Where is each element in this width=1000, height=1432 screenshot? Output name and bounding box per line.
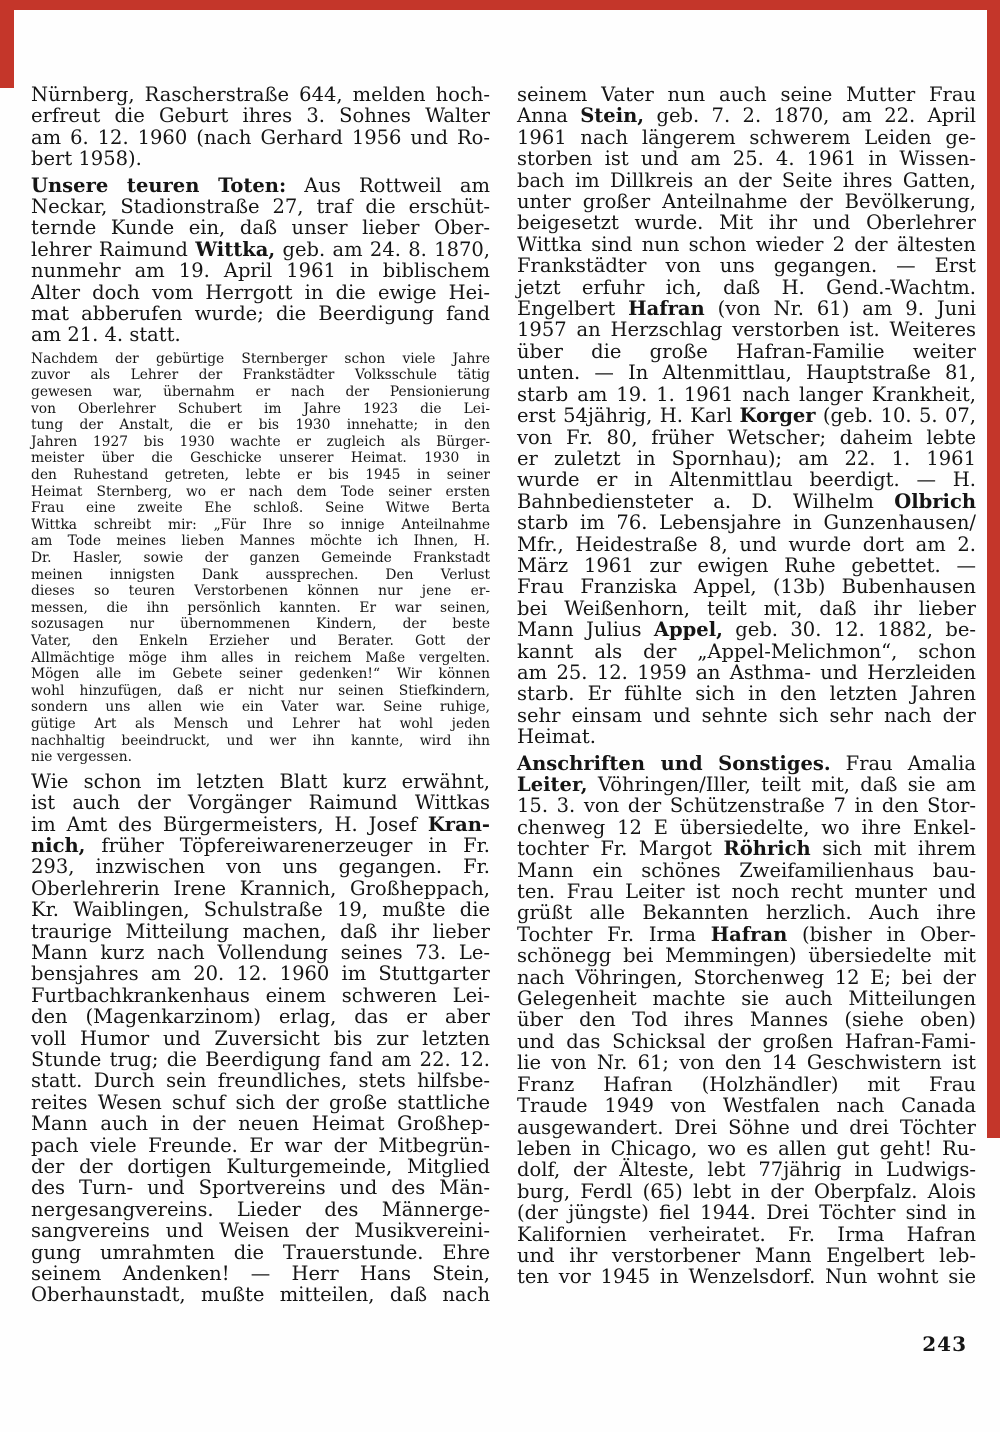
text-line: Frankstädter von uns gegangen. — Erst: [517, 254, 976, 278]
text-line: Wittka sind nun schon wieder 2 der ältesten: [517, 232, 976, 256]
paragraph: [517, 753, 976, 1288]
text-line: jetzt erfuhr ich, daß H. Gend.-Wachtm.: [517, 275, 976, 299]
text-line: am 21. 4. statt.: [31, 323, 181, 347]
text-line: Mann ein schönes Zweifamilienhaus bau-: [517, 858, 976, 882]
text-line: Nürnberg, Rascherstraße 644, melden hoch-: [31, 83, 490, 106]
text-line: Bahnbediensteter a. D. Wilhelm Olbrich: [517, 489, 976, 513]
text-line: dolf, der Älteste, lebt 77jährig in Ludwigs-: [517, 1158, 976, 1182]
text-line: Anna Stein, geb. 7. 2. 1870, am 22. April: [517, 104, 976, 128]
text-line: des Turn- und Sportvereins und des Män-: [31, 1176, 490, 1200]
text-line: gung umrahmten die Trauerstunde. Ehre: [31, 1240, 490, 1264]
text-line: Gelegenheit machte sie auch Mitteilungen: [517, 987, 976, 1011]
text-line: Nachdem der gebürtige Sternberger schon viele Jahre: [31, 350, 490, 367]
text-line: bach im Dillkreis an der Seite ihres Gatten,: [517, 168, 976, 192]
text-line: Mann kurz nach Vollendung seines 73. Le-: [31, 940, 490, 964]
text-line: Neckar, Stadionstraße 27, traf die erschüt-: [31, 195, 490, 219]
right-column: [517, 84, 976, 1288]
text-line: ten vor 1945 in Wenzelsdorf. Nun wohnt sie: [517, 1265, 976, 1289]
text-line: Mögen alle im Gebete seiner gedenken!“ Wir können: [31, 666, 490, 683]
text-line: Mann Julius Appel, geb. 30. 12. 1882, be-: [517, 618, 977, 642]
text-line: und ihr verstorbener Mann Engelbert leb-: [517, 1243, 976, 1267]
text-line: Alter doch vom Herrgott in die ewige Hei-: [31, 280, 490, 304]
text-line: ternde Kunde ein, daß unser lieber Ober-: [31, 216, 490, 240]
text-line: Dr. Hasler, sowie der ganzen Gemeinde Frankstadt: [31, 550, 490, 566]
text-line: burg, Ferdl (65) lebt in der Oberpfalz. Alois: [517, 1179, 976, 1203]
text-line: Heimat.: [517, 725, 596, 749]
text-line: Frau Franziska Appel, (13b) Bubenhausen: [517, 575, 976, 599]
text-line: sehr einsam und sehnte sich sehr nach der: [517, 703, 976, 727]
text-line: nach Vöhringen, Storchenweg 12 E; bei der: [517, 965, 976, 989]
text-line: am 6. 12. 1960 (nach Gerhard 1956 und Ro-: [31, 125, 490, 149]
text-line: Franz Hafran (Holzhändler) mit Frau: [517, 1072, 976, 1096]
text-line: unten. — In Altenmittlau, Hauptstraße 81,: [517, 361, 976, 385]
left-column: [31, 84, 490, 1306]
text-line: chenweg 12 E übersiedelte, wo ihre Enkel-: [517, 815, 976, 839]
text-line: Wittka schreibt mir: „Für Ihre so innige Anteilnahme: [31, 516, 490, 533]
paragraph: [517, 84, 976, 748]
text-line: nergesangvereins. Lieder des Männerge-: [31, 1197, 490, 1221]
text-line: lie von Nr. 61; von den 14 Geschwistern ist: [517, 1051, 976, 1075]
text-columns: [31, 84, 976, 1306]
text-line: (der jüngste) fiel 1944. Drei Töchter sind in: [517, 1201, 976, 1225]
text-line: im Amt des Bürgermeisters, H. Josef Kran-: [31, 812, 490, 836]
text-line: den (Magenkarzinom) erlag, das er aber: [31, 1005, 490, 1029]
paragraph: [31, 175, 490, 346]
text-line: voll Humor und Zuversicht bis zur letzten: [31, 1026, 490, 1050]
text-line: messen, die ihn persönlich kannten. Er war seinen,: [31, 599, 490, 616]
text-line: traurige Mitteilung machen, daß ihr lieber: [31, 919, 490, 943]
text-line: und das Schicksal der großen Hafran-Fami-: [517, 1029, 976, 1053]
text-line: 293, inzwischen von uns gegangen. Fr.: [31, 855, 490, 879]
text-line: er zuletzt in Spornhau); am 22. 1. 1961: [517, 446, 976, 470]
text-line: starb. Er fühlte sich in den letzten Jahren: [517, 682, 976, 706]
text-line: Engelbert Hafran (von Nr. 61) am 9. Juni: [517, 297, 976, 321]
text-line: wohl hinzufügen, daß er nicht nur seinen Stiefkindern,: [31, 682, 490, 699]
text-line: von Fr. 80, früher Wetscher; daheim lebte: [517, 425, 976, 449]
red-page-edge-right: [987, 0, 1000, 1138]
text-line: Frau eine zweite Ehe schloß. Seine Witwe Berta: [31, 500, 490, 517]
text-line: lehrer Raimund Wittka, geb. am 24. 8. 1870,: [31, 237, 490, 261]
text-line: ausgewandert. Drei Söhne und drei Töchter: [517, 1115, 976, 1139]
text-line: Allmächtige möge ihm alles in reichem Maße vergelten.: [31, 649, 490, 666]
text-line: den Ruhestand getreten, lebte er bis 1945 in seiner: [31, 467, 490, 484]
text-line: tung der Anstalt, die er bis 1930 innehatte; in den: [31, 417, 490, 434]
text-line: ist auch der Vorgänger Raimund Wittkas: [31, 791, 490, 815]
text-line: bert 1958).: [31, 147, 142, 171]
text-line: kannt als der „Appel-Melichmon“, schon: [517, 639, 976, 663]
text-line: über den Tod ihres Mannes (siehe oben): [517, 1008, 976, 1032]
text-line: nich, früher Töpfereiwarenerzeuger in Fr.: [31, 833, 490, 857]
text-line: statt. Durch sein freundliches, stets hilfsbe-: [31, 1069, 490, 1093]
text-line: Oberlehrerin Irene Krannich, Großheppach,: [31, 876, 490, 900]
text-line: über die große Hafran-Familie weiter: [517, 339, 976, 363]
text-line: schönegg bei Memmingen) übersiedelte mit: [517, 944, 976, 968]
text-line: erst 54jährig, H. Karl Korger (geb. 10. 5. 07,: [517, 404, 976, 428]
text-line: 15. 3. von der Schützenstraße 7 in den Stor-: [517, 794, 976, 818]
page-number: 243: [922, 1332, 967, 1356]
text-line: Heimat Sternberg, wo er nach dem Tode seiner ersten: [31, 483, 490, 500]
text-line: gewesen war, übernahm er nach der Pensionierung: [31, 384, 490, 401]
text-line: sondern uns allen wie ein Vater war. Seine ruhige,: [31, 699, 490, 716]
text-line: tochter Fr. Margot Röhrich sich mit ihrem: [517, 837, 977, 861]
text-line: nie vergessen.: [31, 749, 132, 766]
text-line: unter großer Anteilnahme der Bevölkerung,: [517, 190, 976, 214]
text-line: Oberhaunstadt, mußte mitteilen, daß nach: [31, 1283, 490, 1307]
text-line: Unsere teuren Toten: Aus Rottweil am: [31, 173, 490, 197]
text-line: Mann auch in der neuen Heimat Großhep-: [31, 1112, 490, 1136]
text-line: grüßt alle Bekannten herzlich. Auch ihre: [517, 901, 976, 925]
text-line: zuvor als Lehrer der Frankstädter Volksschule tätig: [31, 367, 490, 384]
text-line: meister über die Geschicke unserer Heimat. 1930 in: [31, 450, 490, 467]
text-line: 1957 an Herzschlag verstorben ist. Weiteres: [517, 318, 976, 342]
text-line: Furtbachkrankenhaus einem schweren Lei-: [31, 983, 490, 1007]
text-line: Jahren 1927 bis 1930 wachte er zugleich als Bürger-: [31, 433, 490, 450]
text-line: erfreut die Geburt ihres 3. Sohnes Walter: [31, 104, 490, 128]
text-line: mat abberufen wurde; die Beerdigung fand: [31, 302, 490, 326]
text-line: Kalifornien verheiratet. Fr. Irma Hafran: [517, 1222, 976, 1246]
text-line: Tochter Fr. Irma Hafran (bisher in Ober-: [517, 922, 976, 946]
text-line: pach viele Freunde. Er war der Mitbegrün-: [31, 1133, 490, 1157]
text-line: gütige Art als Mensch und Lehrer hat wohl jeden: [31, 715, 490, 732]
red-page-edge-top: [0, 0, 1000, 10]
text-line: Traude 1949 von Westfalen nach Canada: [517, 1094, 976, 1118]
paragraph: [31, 84, 490, 170]
text-line: storben ist und am 25. 4. 1961 in Wissen-: [517, 147, 976, 171]
text-line: Leiter, Vöhringen/Iller, teilt mit, daß sie am: [517, 773, 976, 796]
text-line: am 25. 12. 1959 an Asthma- und Herzleiden: [517, 660, 976, 684]
paragraph: [31, 771, 490, 1306]
text-line: beigesetzt wurde. Mit ihr und Oberlehrer: [517, 211, 976, 235]
text-line: sozusagen nur übernommenen Kindern, der beste: [31, 616, 490, 633]
text-line: seinem Vater nun auch seine Mutter Frau: [517, 83, 976, 106]
text-line: März 1961 zur ewigen Ruhe gebettet. —: [517, 553, 976, 577]
text-line: leben in Chicago, wo es allen gut geht! Ru-: [517, 1136, 976, 1160]
text-line: der der dortigen Kulturgemeinde, Mitglied: [31, 1155, 490, 1179]
text-line: starb am 19. 1. 1961 nach langer Krankheit,: [517, 382, 976, 406]
text-line: Kr. Waiblingen, Schulstraße 19, mußte die: [31, 898, 490, 922]
text-line: dieses so teuren Verstorbenen können nur jene er-: [31, 583, 490, 600]
text-line: am Tode meines lieben Mannes möchte ich Ihnen, H.: [31, 533, 490, 550]
text-line: bei Weißenhorn, teilt mit, daß ihr lieber: [517, 596, 976, 620]
paragraph: [31, 351, 490, 766]
text-line: Stunde trug; die Beerdigung fand am 22. 12.: [31, 1048, 490, 1071]
text-line: nachhaltig beeindruckt, und wer ihn kannte, wird ihn: [31, 732, 490, 749]
text-line: seinem Andenken! — Herr Hans Stein,: [31, 1262, 490, 1286]
text-line: Mfr., Heidestraße 8, und wurde dort am 2.: [517, 532, 976, 556]
text-line: Anschriften und Sonstiges. Frau Amalia: [517, 751, 976, 775]
text-line: Wie schon im letzten Blatt kurz erwähnt,: [31, 769, 490, 793]
text-line: meinen innigsten Dank aussprechen. Den Verlust: [31, 566, 490, 583]
text-line: nunmehr am 19. April 1961 in biblischem: [31, 259, 490, 283]
text-line: sangvereins und Weisen der Musikvereini-: [31, 1219, 490, 1243]
text-line: ten. Frau Leiter ist noch recht munter und: [517, 880, 976, 904]
text-line: starb im 76. Lebensjahre in Gunzenhausen/: [517, 511, 976, 535]
text-line: bensjahres am 20. 12. 1960 im Stuttgarter: [31, 962, 490, 986]
text-line: reites Wesen schuf sich der große stattliche: [31, 1090, 490, 1114]
text-line: wurde er in Altenmittlau beerdigt. — H.: [517, 468, 976, 492]
text-line: 1961 nach längerem schwerem Leiden ge-: [517, 125, 976, 149]
text-line: Vater, den Enkeln Erzieher und Berater. Gott der: [31, 632, 490, 649]
red-page-edge-left: [0, 0, 14, 88]
text-line: von Oberlehrer Schubert im Jahre 1923 die Lei-: [31, 400, 490, 417]
